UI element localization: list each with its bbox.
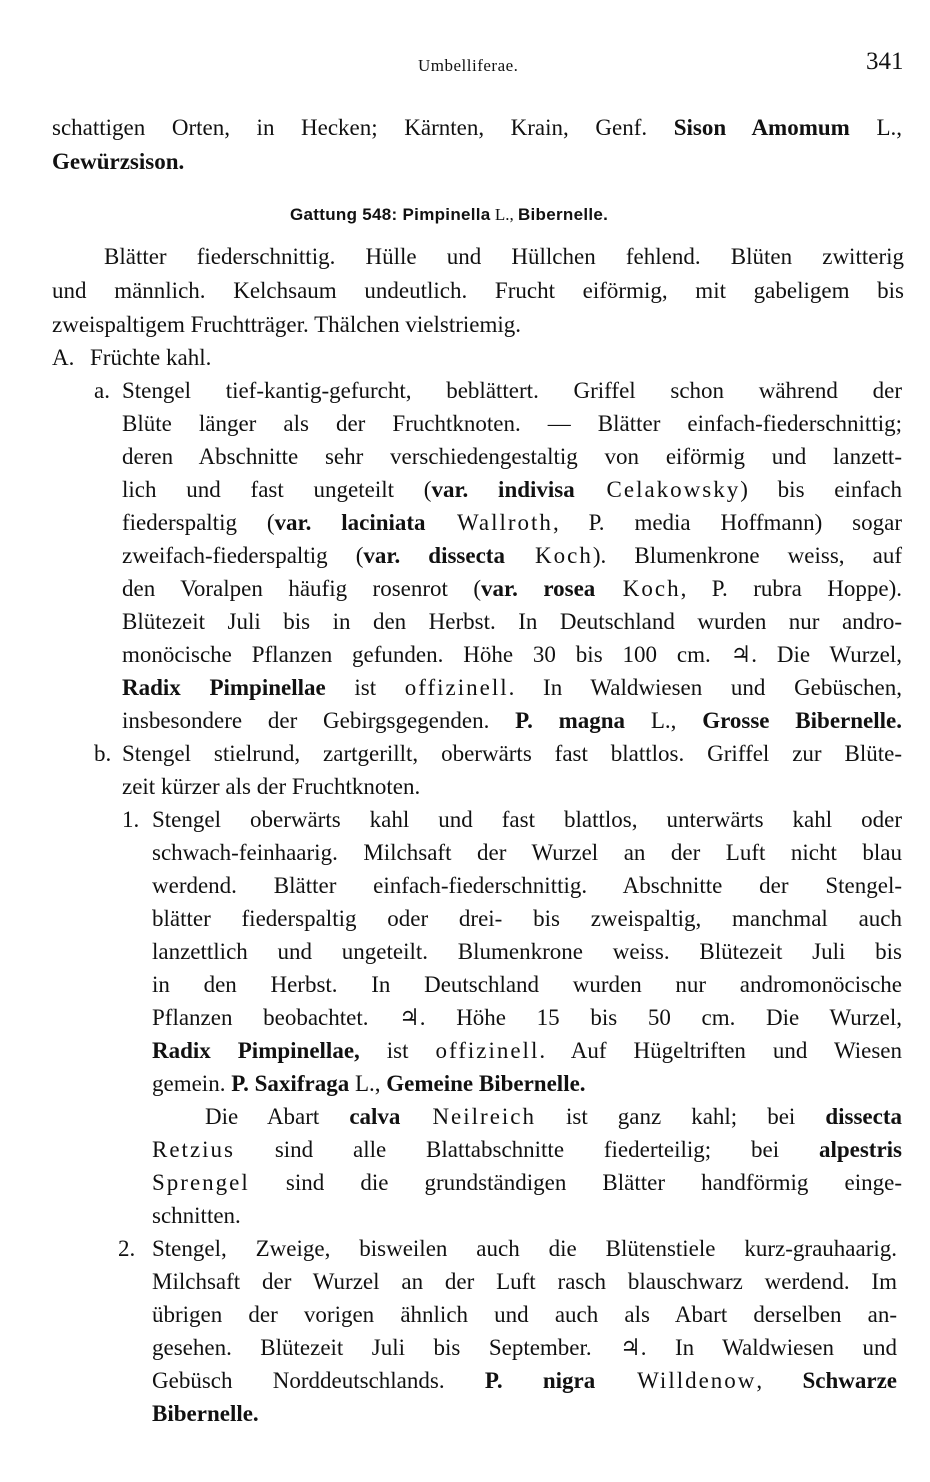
key-label: 1. (122, 807, 140, 832)
text-line: Milchsaft der Wurzel an der Luft rasch blauschwarz werdend. Im (152, 1269, 897, 1294)
text-line: deren Abschnitte sehr verschiedengestaltig von eiförmig und lanzett- (122, 444, 902, 469)
genus-heading: Gattung 548: Pimpinella L., Bibernelle. (290, 205, 609, 224)
key-label: b. (94, 741, 112, 766)
text-line: Bibernelle. (152, 1401, 259, 1426)
text-line: zeit kürzer als der Fruchtknoten. (122, 774, 421, 799)
text-line: Blätter fiederschnittig. Hülle und Hüllchen fehlend. Blüten zwitterig (104, 244, 904, 269)
text-line: Stengel oberwärts kahl und fast blattlos, unterwärts kahl oder (152, 807, 902, 832)
text-line: Gebüsch Norddeutschlands. P. nigra Willdenow, Schwarze (152, 1368, 897, 1393)
text-line: blätter fiederspaltig oder drei- bis zweispaltig, manchmal auch (152, 906, 902, 931)
text-line: Retzius sind alle Blattabschnitte fiederteilig; bei alpestris (152, 1137, 902, 1162)
key-label: a. (94, 378, 110, 403)
text-line: gemein. P. Saxifraga L., Gemeine Bibernelle. (152, 1071, 586, 1096)
text-line: Blütezeit Juli bis in den Herbst. In Deutschland wurden nur andro- (122, 609, 902, 634)
text-line: Blüte länger als der Fruchtknoten. — Blätter einfach-fiederschnittig; (122, 411, 902, 436)
text-line: Früchte kahl. (90, 345, 212, 370)
page-number: 341 (866, 48, 904, 75)
text-line (52, 147, 184, 177)
text-line: zweifach-fiederspaltig (var. dissecta Koch). Blumenkrone weiss, auf (122, 543, 902, 568)
key-label: A. (52, 345, 75, 370)
text-line: Pflanzen beobachtet. ♃. Höhe 15 bis 50 cm. Die Wurzel, (152, 1005, 902, 1030)
text-line: zweispaltigem Fruchtträger. Thälchen vielstriemig. (52, 312, 522, 337)
text-line: lanzettlich und ungeteilt. Blumenkrone weiss. Blütezeit Juli bis (152, 939, 902, 964)
text-line: den Voralpen häufig rosenrot (var. rosea Koch, P. rubra Hoppe). (122, 576, 902, 601)
text-line: Radix Pimpinellae ist offizinell. In Waldwiesen und Gebüschen, (122, 675, 903, 700)
text-line: Die Abart calva Neilreich ist ganz kahl; bei dissecta (205, 1104, 902, 1129)
common-name: Gewürzsison. (52, 149, 185, 174)
text-line: Stengel tief-kantig-gefurcht, beblättert. Griffel schon während der (122, 378, 902, 403)
text-line: fiederspaltig (var. laciniata Wallroth, P. media Hoffmann) sogar (122, 510, 902, 535)
key-label: 2. (118, 1236, 136, 1261)
running-head: Umbelliferae. (418, 56, 519, 75)
text-line: werdend. Blätter einfach-fiederschnittig. Abschnitte der Stengel- (152, 873, 902, 898)
text-line: insbesondere der Gebirgsgegenden. P. magna L., Grosse Bibernelle. (122, 708, 902, 733)
text-line: Stengel, Zweige, bisweilen auch die Blütenstiele kurz-grauhaarig. (152, 1236, 897, 1261)
text-line: und männlich. Kelchsaum undeutlich. Frucht eiförmig, mit gabeligem bis (52, 278, 904, 303)
text-line: übrigen der vorigen ähnlich und auch als Abart derselben an- (152, 1302, 897, 1327)
text-line: gesehen. Blütezeit Juli bis September. ♃. In Waldwiesen und (152, 1335, 897, 1360)
text-line: lich und fast ungeteilt (var. indivisa Celakowsky) bis einfach (122, 477, 902, 502)
text-line: schwach-feinhaarig. Milchsaft der Wurzel an der Luft nicht blau (152, 840, 902, 865)
text-line: Stengel stielrund, zartgerillt, oberwärts fast blattlos. Griffel zur Blüte- (122, 741, 902, 766)
text-line: Sprengel sind die grundständigen Blätter handförmig einge- (152, 1170, 902, 1195)
page-header (0, 42, 930, 82)
species-name: Sison Amomum (673, 115, 850, 140)
text-line: schnitten. (152, 1203, 241, 1228)
text-line: schattigen Orten, in Hecken; Kärnten, Krain, Genf. Sison Amomum L., (52, 115, 902, 140)
text-line: Radix Pimpinellae, ist offizinell. Auf Hügeltriften und Wiesen (152, 1038, 902, 1063)
text-line: monöcische Pflanzen gefunden. Höhe 30 bis 100 cm. ♃. Die Wurzel, (122, 642, 902, 667)
text-line: in den Herbst. In Deutschland wurden nur andromonöcische (152, 972, 902, 997)
